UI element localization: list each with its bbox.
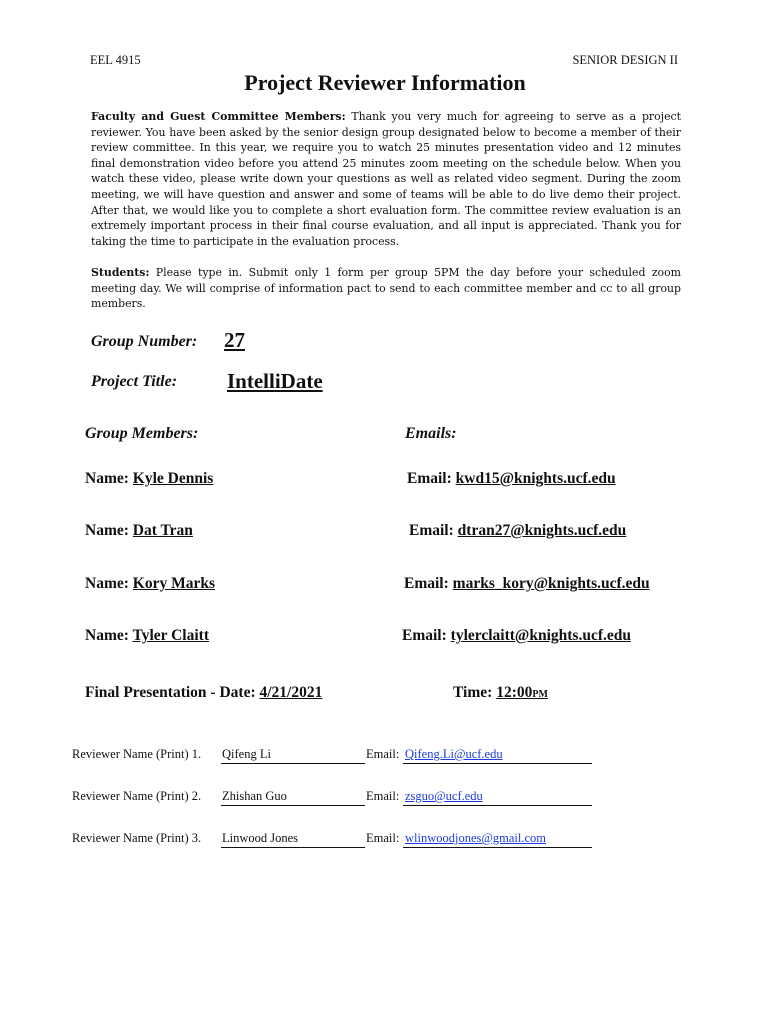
presentation-date-field[interactable]: 4/21/2021 [259, 684, 323, 701]
intro-text: Thank you very much for agreeing to serve as a project reviewer. You have been asked by the senior design group designated below to become a member of their review committee. In this year, we require you to watch 25 minutes presentation video and 12 minutes final demonstration video before you attend 25 minutes zoom meeting on the schedule below. When you watch these video, please write down your questions as well as related video segment. During the zoom meeting, we will have question and answer and some of teams will be able to do live demo their project. After that, we would like you to complete a short evaluation form. The committee review evaluation is an extremely important process in their final course evaluation, and all input is appreciated. Thank you for taking the time to participate in the evaluation process. [91, 110, 681, 248]
reviewer-3-name[interactable]: Linwood Jones [222, 831, 299, 845]
group-number-label: Group Number: [91, 333, 198, 350]
member-email-field[interactable]: tylerclaitt@knights.ucf.edu [450, 627, 631, 644]
presentation-time: Time: 12:00PM [453, 684, 548, 701]
reviewer-2-name[interactable]: Zhishan Guo [222, 789, 287, 803]
reviewer-2-email[interactable]: zsguo@ucf.edu [405, 789, 483, 803]
member-row-4-name: Name: Tyler Claitt [85, 627, 209, 644]
reviewer-1-email-line [403, 763, 592, 764]
member-row-2-name: Name: Dat Tran [85, 522, 193, 539]
course-term: SENIOR DESIGN II [572, 53, 678, 67]
reviewer-1-label: Reviewer Name (Print) 1. [72, 747, 202, 761]
member-email-field[interactable]: dtran27@knights.ucf.edu [457, 522, 627, 539]
students-text: Please type in. Submit only 1 form per group 5PM the day before your scheduled zoom meeting day. We will comprise of information pact to send to each committee member and cc to all group members. [91, 266, 681, 311]
emails-label: Emails: [405, 425, 457, 442]
member-name-field[interactable]: Kyle Dennis [132, 470, 214, 487]
member-row-3-name: Name: Kory Marks [85, 575, 216, 592]
group-number-value[interactable]: 27 [224, 328, 245, 352]
reviewer-2-name-line [221, 805, 365, 806]
member-name-field[interactable]: Tyler Claitt [132, 627, 209, 644]
reviewer-2-label: Reviewer Name (Print) 2. [72, 789, 202, 803]
member-row-1-email: Email: kwd15@knights.ucf.edu [407, 470, 616, 487]
presentation-time-field[interactable]: 12:00PM [496, 684, 548, 701]
intro-paragraph [91, 109, 681, 249]
member-row-1-name: Name: Kyle Dennis [85, 470, 214, 487]
reviewer-1-name[interactable]: Qifeng Li [222, 747, 271, 761]
reviewer-2-email-label: Email: [366, 789, 400, 803]
page-title: Project Reviewer Information [244, 70, 526, 95]
reviewer-3-email-line [403, 847, 592, 848]
reviewer-3-email-label: Email: [366, 831, 400, 845]
presentation-date: Final Presentation - Date: 4/21/2021 [85, 684, 323, 701]
reviewer-3-email[interactable]: wlinwoodjones@gmail.com [405, 831, 547, 845]
member-row-4-email: Email: tylerclaitt@knights.ucf.edu [402, 627, 631, 644]
intro-lead: Faculty and Guest Committee Members: [91, 110, 346, 123]
project-title-value[interactable]: IntelliDate [227, 369, 323, 393]
member-row-2-email: Email: dtran27@knights.ucf.edu [409, 522, 627, 539]
member-row-3-email: Email: marks_kory@knights.ucf.edu [404, 575, 650, 592]
students-lead: Students: [91, 266, 150, 279]
reviewer-3-name-line [221, 847, 365, 848]
reviewer-1-name-line [221, 763, 365, 764]
course-code: EEL 4915 [90, 53, 141, 67]
reviewer-1-email-label: Email: [366, 747, 400, 761]
students-paragraph [91, 265, 681, 312]
group-members-label: Group Members: [85, 425, 199, 442]
member-email-field[interactable]: marks_kory@knights.ucf.edu [452, 575, 650, 592]
reviewer-2-email-line [403, 805, 592, 806]
project-title-label: Project Title: [91, 373, 178, 390]
member-name-field[interactable]: Dat Tran [132, 522, 193, 539]
member-email-field[interactable]: kwd15@knights.ucf.edu [455, 470, 616, 487]
member-name-field[interactable]: Kory Marks [132, 575, 216, 592]
reviewer-1-email[interactable]: Qifeng.Li@ucf.edu [405, 747, 503, 761]
reviewer-3-label: Reviewer Name (Print) 3. [72, 831, 202, 845]
